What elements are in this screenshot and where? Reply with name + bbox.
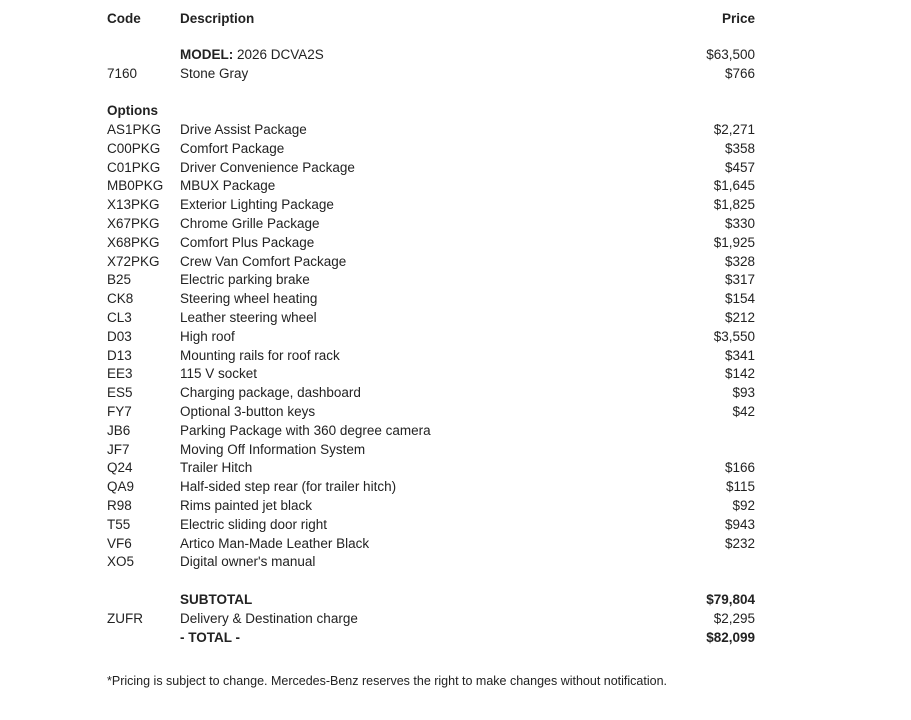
option-price: $943 [724,516,755,532]
spacer [107,83,755,102]
option-price: $330 [724,215,755,231]
option-row [107,516,755,535]
option-description: Drive Assist Package [180,121,307,137]
total-price: $82,099 [706,629,755,645]
price-sheet [107,10,755,647]
option-row [107,422,755,441]
option-description: Digital owner's manual [180,554,316,570]
model-row [107,46,755,65]
option-code: JF7 [107,441,130,457]
option-description: Electric sliding door right [180,516,328,532]
option-code: FY7 [107,403,132,419]
option-row [107,140,755,159]
option-description: Comfort Package [180,140,285,156]
option-code: QA9 [107,479,135,495]
option-price: $1,925 [713,234,755,250]
option-row [107,441,755,460]
model-label: MODEL: [180,46,234,62]
option-price: $358 [724,140,755,156]
option-description: MBUX Package [180,178,276,194]
option-description: Rims painted jet black [180,497,313,513]
option-description: Leather steering wheel [180,309,317,325]
paint-description: Stone Gray [180,65,249,81]
option-code: Q24 [107,460,133,476]
option-price: $328 [724,253,755,269]
option-code: T55 [107,516,131,532]
option-code: D03 [107,328,132,344]
total-label: - TOTAL - [180,629,240,645]
option-description: Artico Man-Made Leather Black [180,535,370,551]
option-description: Crew Van Comfort Package [180,253,347,269]
option-description: Electric parking brake [180,272,310,288]
option-code: CK8 [107,291,134,307]
option-code: XO5 [107,554,135,570]
option-code: MB0PKG [107,178,164,194]
option-price: $3,550 [713,328,755,344]
option-description: Optional 3-button keys [180,403,316,419]
option-price: $232 [724,535,755,551]
option-price: $1,825 [713,197,755,213]
option-price: $457 [724,159,755,175]
option-description: Half-sided step rear (for trailer hitch) [180,479,397,495]
option-code: C01PKG [107,159,161,175]
option-row [107,253,755,272]
model-description [180,46,324,65]
option-row [107,290,755,309]
option-row [107,535,755,554]
option-price: $2,271 [713,121,755,137]
subtotal-label: SUBTOTAL [180,591,253,607]
option-row [107,309,755,328]
option-code: JB6 [107,422,131,438]
delivery-description: Delivery & Destination charge [180,610,358,626]
option-price: $92 [732,497,755,513]
description-column-header: Description [180,11,255,26]
options-heading: Options [107,103,158,119]
option-row [107,365,755,384]
options-list [107,121,755,572]
option-description: High roof [180,328,235,344]
option-code: C00PKG [107,140,161,156]
option-price: $212 [724,309,755,325]
subtotal-row [107,591,755,610]
option-row [107,459,755,478]
option-code: D13 [107,347,132,363]
option-description: Exterior Lighting Package [180,197,334,213]
code-column-header: Code [107,11,141,26]
option-code: R98 [107,497,132,513]
option-row [107,215,755,234]
option-price: $341 [724,347,755,363]
option-price: $154 [724,291,755,307]
option-code: EE3 [107,366,133,382]
option-row [107,478,755,497]
option-code: X68PKG [107,234,160,250]
option-code: X13PKG [107,197,160,213]
total-row [107,629,755,648]
subtotal-price: $79,804 [706,591,755,607]
option-price: $142 [724,366,755,382]
option-description: Moving Off Information System [180,441,366,457]
option-price: $115 [725,479,755,495]
option-description: Chrome Grille Package [180,215,320,231]
option-code: VF6 [107,535,132,551]
option-row [107,234,755,253]
model-name: 2026 DCVA2S [237,46,324,62]
option-row [107,384,755,403]
option-description: Trailer Hitch [180,460,253,476]
model-price: $63,500 [706,46,755,62]
option-price: $317 [724,272,755,288]
pricing-footnote: *Pricing is subject to change. Mercedes-Benz reserves the right to make changes without notification. [107,674,668,688]
option-price: $1,645 [713,178,755,194]
option-description: Comfort Plus Package [180,234,315,250]
option-code: B25 [107,272,132,288]
option-code: X72PKG [107,253,160,269]
option-row [107,497,755,516]
options-heading-row [107,102,755,121]
option-row [107,177,755,196]
delivery-row [107,610,755,629]
column-header-row [107,10,755,29]
delivery-code: ZUFR [107,610,143,626]
option-code: AS1PKG [107,121,162,137]
paint-row [107,65,755,84]
option-row [107,403,755,422]
option-description: Driver Convenience Package [180,159,355,175]
option-row [107,347,755,366]
option-row [107,159,755,178]
delivery-price: $2,295 [713,610,755,626]
option-price: $166 [724,460,755,476]
option-description: Mounting rails for roof rack [180,347,340,363]
option-description: Charging package, dashboard [180,385,361,401]
option-row [107,328,755,347]
option-row [107,271,755,290]
option-description: Parking Package with 360 degree camera [180,422,431,438]
option-price: $93 [732,385,755,401]
spacer [107,572,755,591]
option-row [107,553,755,572]
paint-price: $766 [724,65,755,81]
option-row [107,121,755,140]
option-price: $42 [732,403,755,419]
paint-code: 7160 [107,65,138,81]
option-description: 115 V socket [180,366,258,382]
option-code: X67PKG [107,215,160,231]
option-code: CL3 [107,309,132,325]
option-row [107,196,755,215]
option-code: ES5 [107,385,133,401]
option-description: Steering wheel heating [180,291,318,307]
price-column-header: Price [721,11,755,26]
